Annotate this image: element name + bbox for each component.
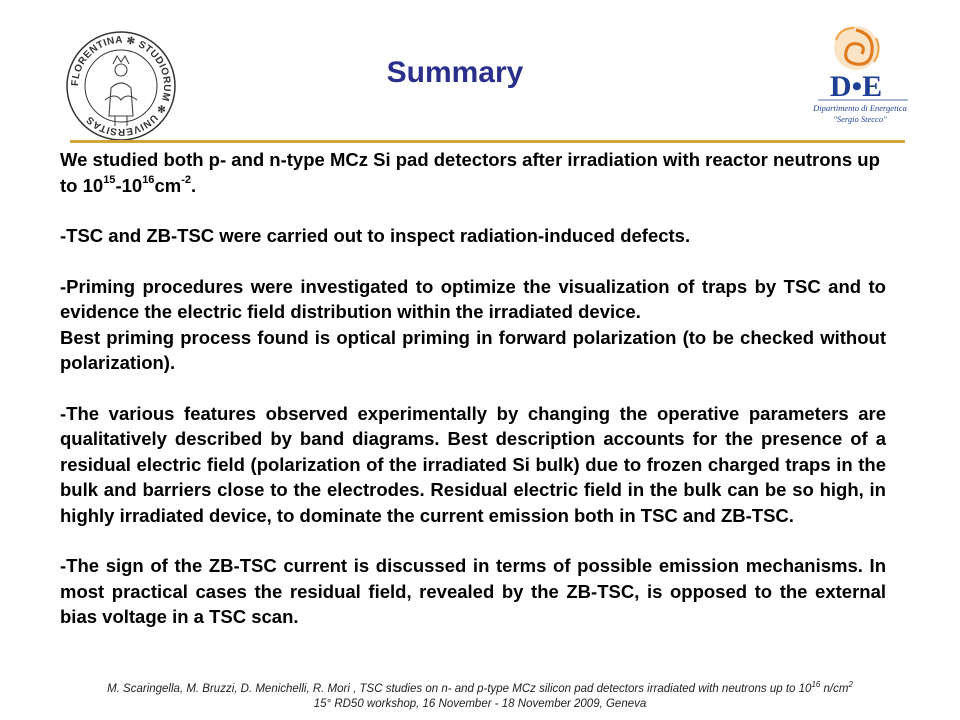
citation-footer (40, 682, 920, 712)
logo-mark: D•E (829, 70, 883, 103)
intro-paragraph: We studied both p- and n-type MCz Si pad detectors after irradiation with reactor neutrons up to $10^{15}-10^{16}cm^{-2}$. (60, 149, 880, 196)
logo-line2: "Sergio Stecco" (833, 114, 887, 124)
paragraph-tsc: -TSC and ZB-TSC were carried out to inspect radiation-induced defects. (60, 225, 691, 246)
seal-text: FLORENTINA ✻ STUDIORUM ✻ UNIVERSITAS (69, 34, 173, 138)
paragraph-priming: -Priming procedures were investigated to optimize the visualization of traps by TSC and to evidence the electric field distribution within the irradiated device. (60, 275, 886, 322)
sun-swirl-icon (834, 26, 879, 70)
paragraph-best-priming: Best priming process found is optical priming in forward polarization (to be checked without polarization). (60, 326, 886, 373)
page-title: Summary (386, 56, 524, 89)
title-divider (70, 140, 905, 143)
department-logo (800, 20, 912, 132)
paragraph-features: -The various features observed experimentally by changing the operative parameters are qualitatively described by band diagrams. Best description accounts for the presence of a residual electric field (polarization of the irradiated Si bulk) due to frozen charged traps in the bulk and barriers close to the electrodes. Residual electric field in the bulk can be so high, in highly irradiated device, to dominate the current emission both in TSC and ZB-TSC. (60, 402, 886, 526)
citation-line-1: M. Scaringella, M. Bruzzi, D. Menichelli, R. Mori , TSC studies on n- and p-type MCz silicon pad detectors irradiated with neutrons up to $10^{16}$ $n/cm^2$ (107, 680, 853, 695)
logo-line1: Dipartimento di Energetica (813, 103, 907, 113)
citation-line-2: 15° RD50 workshop, 16 November - 18 November 2009, Geneva (313, 698, 647, 710)
summary-body (60, 147, 886, 630)
paragraph-sign: -The sign of the ZB-TSC current is discussed in terms of possible emission mechanisms. In most practical cases the residual field, revealed by the ZB-TSC, is opposed to the external bias voltage in a TSC scan. (60, 555, 886, 627)
